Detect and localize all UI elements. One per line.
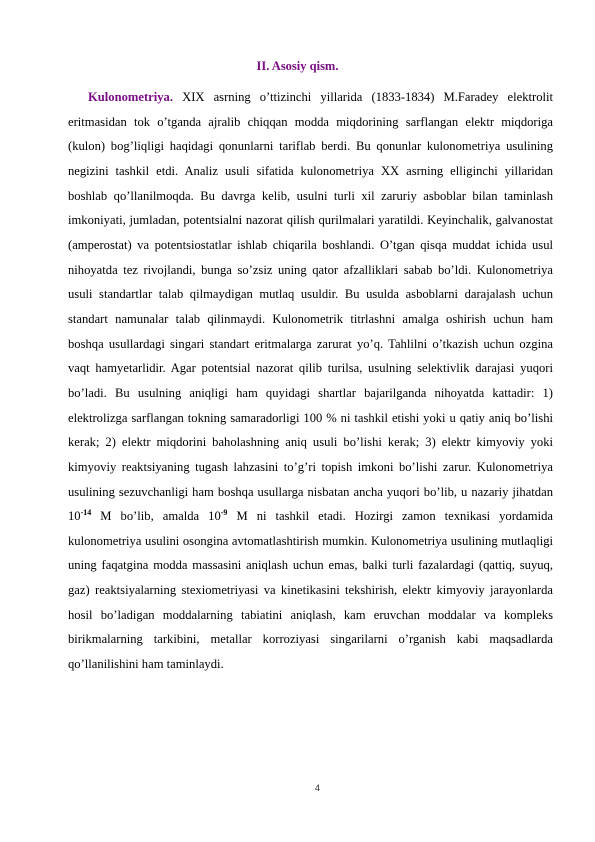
body-paragraph	[68, 85, 553, 677]
exponent-practical: -9	[220, 507, 228, 517]
section-heading: II. Asosiy qism.	[256, 59, 339, 73]
paragraph-text-part1: XIX asrning o’ttizinchi yillarida (1833-1834) M.Faradey elektrolit eritmasidan tok o’tganda ajralib chiqqan modda miqdorining sarflangan elektr miqdoriga (kulon) bog’liqligi haqidagi qonunlarni tariflab berdi. Bu qonunlar kulonometriya usulining negizini tashkil etdi. Analiz usuli sifatida kulonometriya XX asrning elliginchi yillaridan boshlab qo’llanilmoqda. Bu davrga kelib, usulni turli xil zaruriy asboblar bilan taminlash imkoniyati, jumladan, potentsialni nazorat qilish qurilmalari yaratildi. Keyinchalik, galvanostat (amperostat) va potentsiostatlar ishlab chiqarila boshlandi. O’tgan qisqa muddat ichida usul nihoyatda tez rivojlandi, bunga so’zsiz uning qator afzalliklari sabab bo’ldi. Kulonometriya usuli standartlar talab qilmaydigan mutlaq usuldir. Bu usulda asboblarni darajalash uchun standart namunalar talab qilinmaydi. Kulonometrik titrlashni amalga oshirish uchun ham boshqa usullardagi singari standart eritmalarga zarurat yo’q. Tahlilni o’tkazish uchun ozgina vaqt hamyetarlidir. Agar potentsial nazorat qilib turilsa, usulning selektivlik darajasi yuqori bo’ladi. Bu usulning aniqligi ham quyidagi shartlar bajarilganda nihoyatda kattadir: 1) elektrolizga sarflangan tokning samaradorligi 100 % ni tashkil etishi yoki u qatiy aniq bo’lishi kerak; 2) elektr miqdorini baholashning aniq usuli bo’lishi kerak; 3) elektr kimyoviy yoki kimyoviy reaktsiyaning tugash lahzasini to’g’ri topish imkoni bo’lishi zarur. Kulonometriya usulining sezuvchanligi ham boshqa usullarga nisbatan ancha yuqori bo’lib, u nazariy jihatdan 10	[68, 90, 553, 524]
page-number: 4	[314, 783, 320, 793]
exponent-theoretical: -14	[80, 507, 92, 517]
paragraph-text-part3: M ni tashkil etadi. Hozirgi zamon texnikasi yordamida kulonometriya usulini osongina avtomatlashtirish mumkin. Kulonometriya usulining mutlaqligi uning faqatgina modda massasini aniqlash uchun emas, balki turli fazalardagi (qattiq, suyuq, gaz) reaktsiyalarning stexiometriyasi va kinetikasini tekshirish, elektr kimyoviy jarayonlarda hosil bo’ladigan moddalarning tabiatini aniqlash, kam eruvchan moddalar va kompleks birikmalarning tarkibini, metallar korroziyasi singarilarni o’rganish kabi maqsadlarda qo’llanilishini ham taminlaydi.	[68, 509, 553, 672]
paragraph-text-part2: M bo’lib, amalda 10	[91, 509, 221, 524]
lead-term: Kulonometriya.	[88, 90, 174, 104]
